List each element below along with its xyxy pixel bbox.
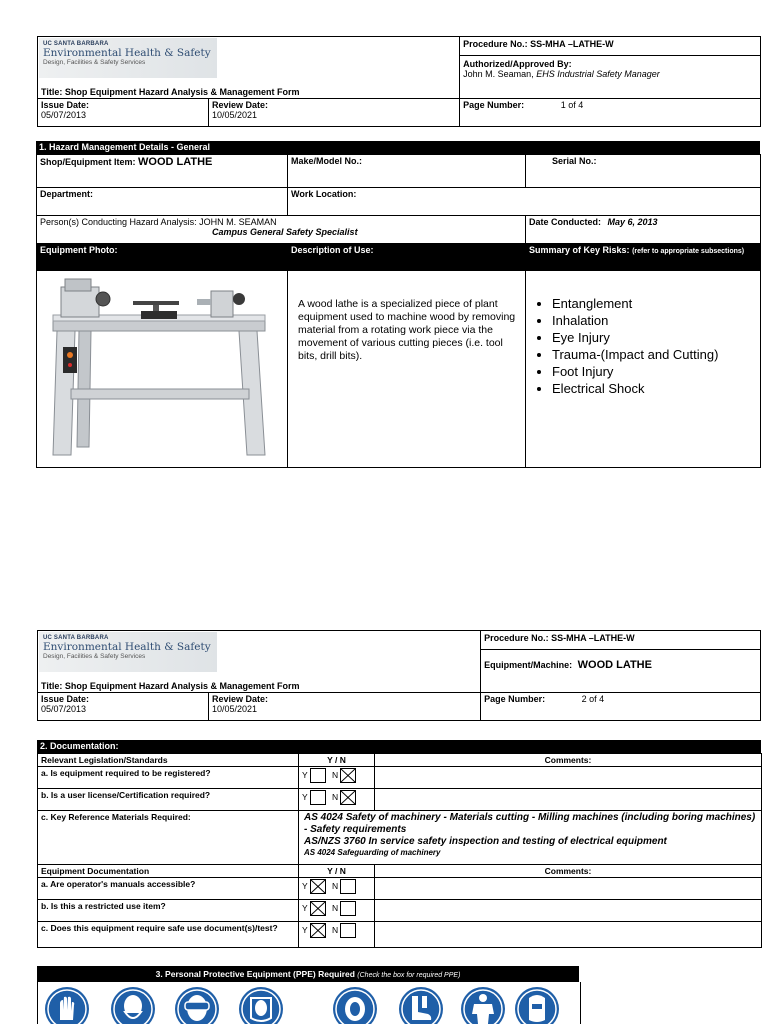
date-conducted-cell [526,216,761,244]
equipment-value: WOOD LATHE [577,659,652,671]
logo-ehs-text: Environmental Health & Safety [43,47,211,59]
page-number-label: Page Number: [463,100,525,110]
persons-label: Person(s) Conducting Hazard Analysis: JOHN M. SEAMAN [40,217,277,227]
risk-item: • Eye Injury [552,329,758,346]
safety-boots-icon[interactable] [398,986,444,1024]
work-location-cell [288,188,761,216]
review-date-value: 10/05/2021 [212,110,258,120]
authorized-title: EHS Industrial Safety Manager [536,69,660,79]
photo-label-cell [37,244,288,271]
comments-header: Comments: [375,754,762,767]
procedure-cell [481,631,761,693]
risks-note: (refer to appropriate subsections) [632,248,745,255]
question-registered: a. Is equipment required to be registered? [38,767,299,789]
safety-goggles-icon[interactable] [174,986,220,1024]
risks-list [534,295,758,397]
no-checkbox[interactable] [340,901,356,916]
department-cell [37,188,288,216]
authorized-label: Authorized/Approved By: [463,59,572,69]
no-checkbox-checked[interactable] [340,768,356,783]
no-checkbox[interactable] [340,923,356,938]
persons-cell [37,216,526,244]
question-restricted: b. Is this a restricted use item? [38,900,299,922]
risk-item: • Foot Injury [552,363,758,380]
page2-header [37,630,761,721]
question-license: b. Is a user license/Certification required? [38,789,299,811]
yes-label: Y [302,791,308,802]
comment-cell[interactable] [375,900,762,922]
question-manuals: a. Are operator's manuals accessible? [38,878,299,900]
yn-safe-use [299,922,375,948]
logo-sub-text: Design, Facilities & Safety Services [43,59,146,66]
legislation-header: Relevant Legislation/Standards [38,754,299,767]
respirator-icon[interactable] [110,986,156,1024]
yes-label: Y [302,769,308,780]
date-conducted-value: May 6, 2013 [607,217,658,227]
yn-registered [299,767,375,789]
page-number-value: 2 of 4 [581,694,605,704]
shop-equipment-label: Shop/Equipment Item: [40,157,136,167]
hazard-details-table [36,154,761,468]
issue-date-cell [38,99,209,127]
page-number-value: 1 of 4 [560,100,584,110]
section3-header [37,966,579,982]
equipment-doc-header: Equipment Documentation [38,865,299,878]
yn-license [299,789,375,811]
serial-label: Serial No.: [552,156,597,166]
risks-cell [526,271,761,468]
review-date-cell [209,693,481,721]
procedure-number: Procedure No.: SS-MHA –LATHE-W [481,631,760,650]
section3-title: 3. Personal Protective Equipment (PPE) Required [155,969,355,979]
photo-label: Equipment Photo: [40,245,118,255]
question-safe-use: c. Does this equipment require safe use document(s)/test? [38,922,299,948]
section3-note: (Check the box for required PPE) [357,972,461,979]
reference-2: AS/NZS 3760 In service safety inspection and testing of electrical equipment [304,836,667,847]
form-title: Title: Shop Equipment Hazard Analysis & Management Form [41,681,300,691]
description-text: A wood lathe is a specialized piece of plant equipment used to machine wood by removing material from a rotating work piece via the movement of various cutting pieces (i.e. tool bits, drill bits). [298,298,516,362]
yn-header: Y / N [299,754,375,767]
logo-ehs-text: Environmental Health & Safety [43,641,211,653]
shop-equipment-value: WOOD LATHE [138,156,213,168]
procedure-number: Procedure No.: SS-MHA –LATHE-W [460,37,760,56]
logo-uc-text: UC SANTA BARBARA [43,635,109,641]
procedure-cell [460,37,761,99]
ehs-logo [39,632,217,672]
wood-lathe-photo [43,277,273,462]
no-label: N [332,791,339,802]
logo-sub-text: Design, Facilities & Safety Services [43,653,146,660]
description-cell [288,271,526,468]
yes-checkbox[interactable] [310,790,326,805]
work-location-label: Work Location: [291,189,357,199]
logo-cell [38,37,460,99]
authorized-name: John M. Seaman, [463,69,534,79]
no-label: N [332,924,339,935]
yn-manuals [299,878,375,900]
use-label: Description of Use: [291,245,374,255]
issue-date-label: Issue Date: [41,100,90,110]
issue-date-label: Issue Date: [41,694,90,704]
shop-equipment-cell [37,155,288,188]
yes-checkbox-checked[interactable] [310,901,326,916]
gloves-icon[interactable] [44,986,90,1024]
yes-checkbox-checked[interactable] [310,879,326,894]
logo-uc-text: UC SANTA BARBARA [43,41,109,47]
yes-checkbox-checked[interactable] [310,923,326,938]
form-title: Title: Shop Equipment Hazard Analysis & Management Form [41,87,300,97]
review-date-label: Review Date: [212,100,269,110]
section1-header: 1. Hazard Management Details - General [36,141,760,154]
comment-cell[interactable] [375,789,762,811]
review-date-cell [209,99,460,127]
make-model-label: Make/Model No.: [291,156,363,166]
risk-item: • Trauma-(Impact and Cutting) [552,346,758,363]
persons-title: Campus General Safety Specialist [212,227,358,237]
issue-date-value: 05/07/2013 [41,110,87,120]
documentation-table [37,753,762,948]
logo-cell [38,631,481,693]
risk-item: • Entanglement [552,295,758,312]
page-number-label: Page Number: [484,694,546,704]
review-date-value: 10/05/2021 [212,704,258,714]
face-shield-icon[interactable] [238,986,284,1024]
question-reference: c. Key Reference Materials Required: [38,811,299,865]
no-checkbox[interactable] [340,879,356,894]
page-number-cell [481,693,761,721]
ear-protection-icon[interactable] [332,986,378,1024]
date-conducted-label: Date Conducted: [529,217,602,227]
reference-1: AS 4024 Safety of machinery - Materials cutting - Milling machines (including boring machines) - Safety requirements [304,812,756,835]
issue-date-value: 05/07/2013 [41,704,87,714]
no-label: N [332,880,339,891]
yes-checkbox[interactable] [310,768,326,783]
yes-label: Y [302,924,308,935]
comment-cell[interactable] [375,767,762,789]
equipment-photo-cell [37,271,288,468]
department-label: Department: [40,189,94,199]
reference-3: AS 4024 Safeguarding of machinery [304,848,441,857]
page-number-cell [460,99,761,127]
serial-cell [526,155,761,188]
no-label: N [332,902,339,913]
protective-clothing-icon[interactable] [460,986,506,1024]
yn-restricted [299,900,375,922]
yes-label: Y [302,902,308,913]
comments-header: Comments: [375,865,762,878]
risks-label: Summary of Key Risks: [529,245,630,255]
yes-label: Y [302,880,308,891]
risk-item: • Electrical Shock [552,380,758,397]
review-date-label: Review Date: [212,694,269,704]
page1-header [37,36,761,127]
welding-mask-icon[interactable] [514,986,560,1024]
no-label: N [332,769,339,780]
risks-label-cell [526,244,761,271]
ehs-logo [39,38,217,78]
yn-header: Y / N [299,865,375,878]
no-checkbox-checked[interactable] [340,790,356,805]
risk-item: • Inhalation [552,312,758,329]
use-label-cell [288,244,526,271]
reference-materials [299,811,762,865]
comment-cell[interactable] [375,922,762,948]
make-model-cell [288,155,526,188]
issue-date-cell [38,693,209,721]
equipment-label: Equipment/Machine: [484,660,573,670]
section2-header: 2. Documentation: [37,740,761,753]
comment-cell[interactable] [375,878,762,900]
